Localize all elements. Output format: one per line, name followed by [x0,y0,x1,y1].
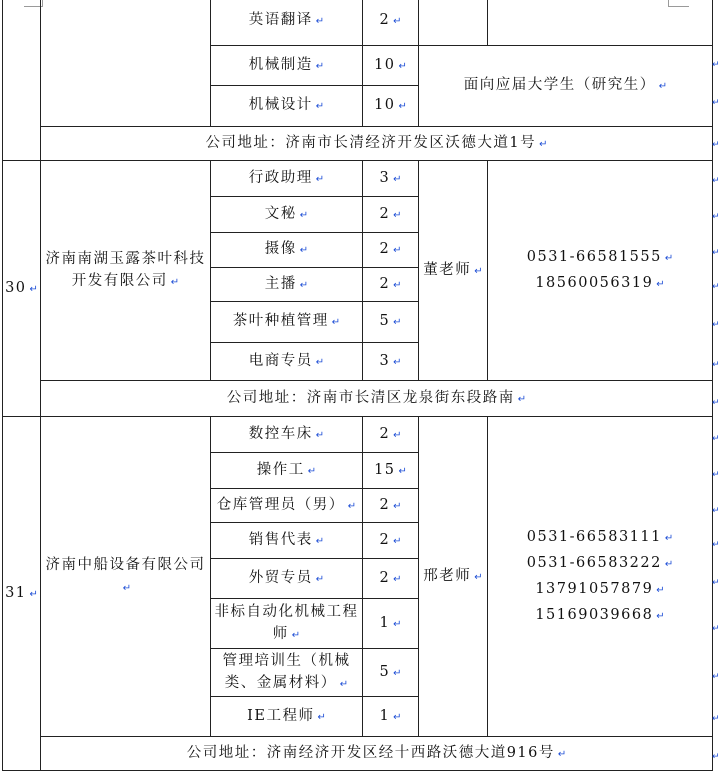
position-cell: 行政助理 ↵ [211,161,363,197]
paragraph-mark: ↵ [712,176,720,186]
position-cell: 非标自动化机械工程师 ↵ [211,599,363,649]
paragraph-mark: ↵ [712,360,720,370]
paragraph-mark: ↵ [712,320,720,330]
phone-number: 0531-66583111 ↵ [526,528,674,545]
paragraph-mark: ↵ [712,60,720,70]
count-cell: 5 ↵ [363,302,419,343]
count-cell: 2 ↵ [363,197,419,233]
company-cell [41,0,211,127]
contact-cell: 面向应届大学生（研究生） ↵ [419,46,713,127]
count-cell: 5 ↵ [363,649,419,697]
address-cell: 公司地址：济南市长清区龙泉街东段路南 ↵ [41,381,713,417]
table-row [3,161,713,197]
position-cell: 机械制造 ↵ [211,46,363,86]
position-cell: 管理培训生（机械类、金属材料） ↵ [211,649,363,697]
phone-number: 15169039668 ↵ [535,606,665,623]
position-cell: 摄像 ↵ [211,233,363,268]
position-cell: 外贸专员 ↵ [211,559,363,599]
paragraph-mark: ↵ [712,140,720,150]
count-cell: 1 ↵ [363,599,419,649]
index-cell [3,0,41,161]
contact-cell [419,0,488,46]
count-cell: 2 ↵ [363,417,419,453]
position-cell: IE工程师 ↵ [211,697,363,737]
paragraph-mark: ↵ [712,212,720,222]
paragraph-mark: ↵ [712,714,720,724]
contact-cell: 邢老师 ↵ [419,417,488,737]
paragraph-mark: ↵ [712,624,720,634]
position-cell: 仓库管理员（男） ↵ [211,489,363,523]
table-row [3,737,713,771]
position-cell: 数控车床 ↵ [211,417,363,453]
position-cell: 茶叶种植管理 ↵ [211,302,363,343]
count-cell: 3 ↵ [363,343,419,381]
phone-cell [488,0,713,46]
position-cell: 英语翻译 ↵ [211,0,363,46]
count-cell: 15 ↵ [363,453,419,489]
position-cell: 文秘 ↵ [211,197,363,233]
count-cell: 1 ↵ [363,697,419,737]
phone-cell [488,417,713,737]
paragraph-mark: ↵ [712,540,720,550]
paragraph-mark: ↵ [712,470,720,480]
position-cell: 操作工 ↵ [211,453,363,489]
count-cell: 2 ↵ [363,489,419,523]
paragraph-mark: ↵ [712,578,720,588]
job-listing-table [2,0,713,771]
paragraph-mark: ↵ [712,98,720,108]
count-cell: 10 ↵ [363,46,419,86]
paragraph-mark: ↵ [712,248,720,258]
company-name-cell: 济南中船设备有限公司↵ [41,417,211,737]
paragraph-mark: ↵ [712,282,720,292]
paragraph-mark: ↵ [712,752,720,762]
position-cell: 主播 ↵ [211,268,363,302]
count-cell: 10 ↵ [363,86,419,127]
paragraph-mark: ↵ [712,506,720,516]
table-row [3,381,713,417]
phone-number: 13791057879 ↵ [535,580,665,597]
phone-number: 18560056319 ↵ [535,274,665,291]
contact-cell: 董老师 ↵ [419,161,488,381]
address-cell: 公司地址：济南经济开发区经十西路沃德大道916号 ↵ [41,737,713,771]
right-margin-marks [709,0,720,780]
paragraph-mark: ↵ [712,672,720,682]
count-cell: 2 ↵ [363,559,419,599]
table-row [3,417,713,453]
index-cell: 30 ↵ [3,161,41,417]
index-cell: 31 ↵ [3,417,41,771]
count-cell: 2 ↵ [363,0,419,46]
position-cell: 电商专员 ↵ [211,343,363,381]
paragraph-mark: ↵ [712,398,720,408]
address-cell: 公司地址：济南市长清经济开发区沃德大道1号 ↵ [41,127,713,161]
phone-number: 0531-66581555 ↵ [526,248,674,265]
table-row [3,127,713,161]
paragraph-mark: ↵ [712,434,720,444]
position-cell: 机械设计 ↵ [211,86,363,127]
count-cell: 3 ↵ [363,161,419,197]
count-cell: 2 ↵ [363,268,419,302]
count-cell: 2 ↵ [363,523,419,559]
table-row [3,0,713,46]
phone-number: 0531-66583222 ↵ [526,554,674,571]
phone-cell [488,161,713,381]
count-cell: 2 ↵ [363,233,419,268]
position-cell: 销售代表 ↵ [211,523,363,559]
company-name-cell: 济南南湖玉露茶叶科技开发有限公司 ↵ [41,161,211,381]
